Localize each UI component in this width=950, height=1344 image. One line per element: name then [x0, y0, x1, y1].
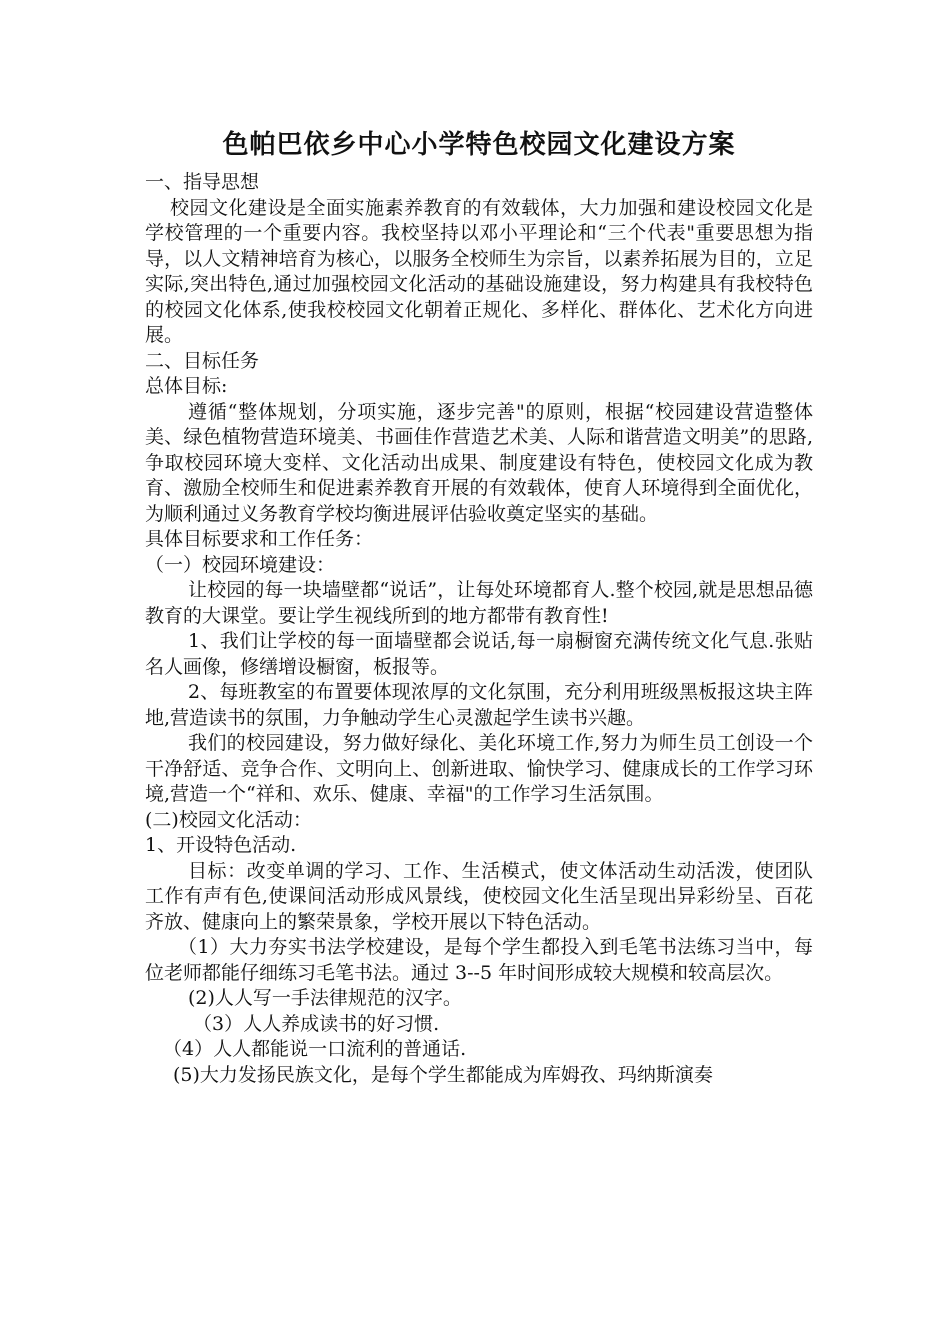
document-title: 色帕巴依乡中心小学特色校园文化建设方案	[222, 130, 736, 160]
subheading: 具体目标要求和工作任务：	[145, 528, 374, 550]
subheading: (二)校园文化活动：	[145, 808, 312, 831]
paragraph: 2、每班教室的布置要体现浓厚的文化氛围，充分利用班级黑板报这块主阵地,营造读书的氛围，力争触动学生心灵激起学生读书兴趣。	[145, 681, 813, 729]
paragraph: 目标：改变单调的学习、工作、生活模式，使文体活动生动活泼，使团队工作有声有色,使课间活动形成风景线，使校园文化生活呈现出异彩纷呈、百花齐放、健康向上的繁荣景象，学校开展以下特色活动。	[145, 859, 813, 933]
paragraph: 遵循“整体规划，分项实施，逐步完善"的原则，根据“校园建设营造整体美、绿色植物营造环境美、书画佳作营造艺术美、人际和谐营造文明美”的思路,争取校园环境大变样、文化活动出成果、制度建设有特色，使校园文化成为教育、激励全校师生和促进素养教育开展的有效载体，使育人环境得到全面优化，为顺利通过义务教育学校均衡进展评估验收奠定坚实的基础。	[145, 400, 813, 525]
list-item: （4）人人都能说一口流利的普通话.	[163, 1038, 467, 1060]
list-item: （1）大力夯实书法学校建设，是每个学生都投入到毛笔书法练习当中，每位老师都能仔细练习毛笔书法。通过 3--5 年时间形成较大规模和较高层次。	[145, 936, 813, 984]
subheading: 总体目标:	[145, 375, 228, 397]
paragraph: 1、我们让学校的每一面墙壁都会说话,每一扇橱窗充满传统文化气息.张贴名人画像，修缮增设橱窗，板报等。	[145, 630, 813, 678]
paragraph: 我们的校园建设，努力做好绿化、美化环境工作,努力为师生员工创设一个干净舒适、竞争合作、文明向上、创新进取、愉快学习、健康成长的工作学习环境,营造一个“祥和、欢乐、健康、幸福"的工作学习生活氛围。	[145, 732, 813, 805]
list-item: (5)大力发扬民族文化，是每个学生都能成为库姆孜、玛纳斯演奏	[173, 1063, 713, 1086]
paragraph: 校园文化建设是全面实施素养教育的有效载体，大力加强和建设校园文化是学校管理的一个重要内容。我校坚持以邓小平理论和“三个代表"重要思想为指导，以人文精神培育为核心，以服务全校师生为宗旨，以素养拓展为目的，立足实际,突出特色,通过加强校园文化活动的基础设施建设，努力构建具有我校特色的校园文化体系,使我校校园文化朝着正规化、多样化、群体化、艺术化方向进展。	[145, 196, 813, 346]
subheading: （一）校园环境建设：	[145, 553, 336, 576]
document-page	[145, 128, 813, 1088]
section-heading: 一、指导思想	[145, 171, 260, 193]
paragraph: 让校园的每一块墙壁都“说话”，让每处环境都育人.整个校园,就是思想品德教育的大课堂。要让学生视线所到的地方都带有教育性!	[145, 579, 813, 627]
list-item: （3）人人养成读书的好习惯.	[193, 1012, 440, 1035]
subheading: 1、开设特色活动.	[145, 834, 297, 856]
section-heading: 二、目标任务	[145, 349, 260, 372]
list-item: (2)人人写一手法律规范的汉字。	[188, 987, 462, 1009]
